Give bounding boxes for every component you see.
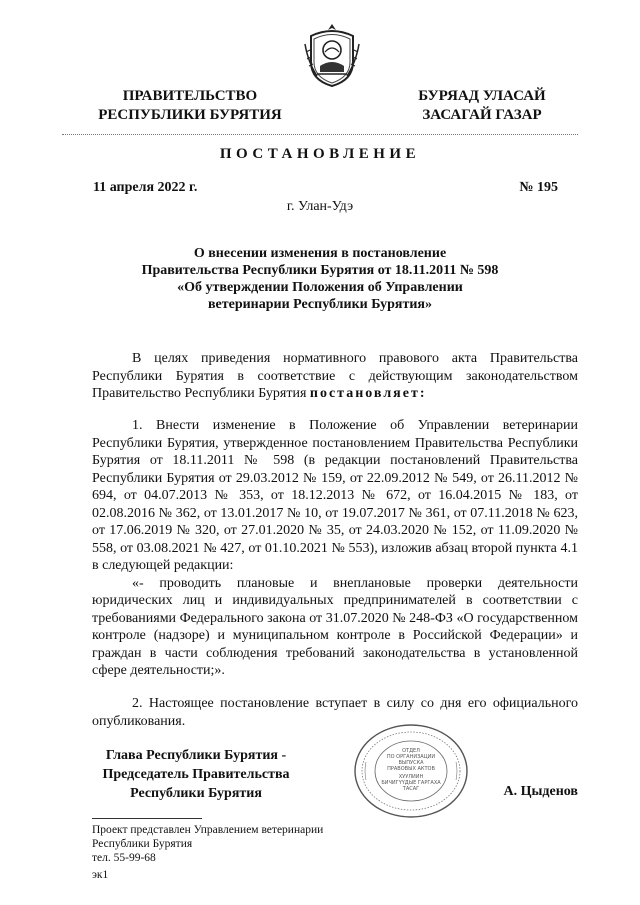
seal-line5: ХУУЛИИН <box>398 774 424 780</box>
footer-line2: Республики Бурятия <box>92 838 193 850</box>
decree-word: постановляет: <box>309 386 427 401</box>
quote-paragraph: «- проводить плановые и внеплановые проверки деятельности юридических лиц и индивидуальных предпринимателей в соответствии с требованиями Федерального закона от 31.07.2020 № 248-ФЗ «О государственном контроле (надзоре) и муниципальном контроле в Российской Федерации» и граждан в части соблюдения требований законодательства в установленной сфере деятельности;». <box>92 575 578 678</box>
seal-line6: БИЧИГҮҮДЫЕ ГАРГАХА <box>381 780 441 786</box>
signatory-title-line2: Председатель Правительства <box>102 767 290 782</box>
signatory-name: А. Цыденов <box>503 784 578 799</box>
item-one-paragraph: 1. Внести изменение в Положение об Управлении ветеринарии Республики Бурятия, утвержденное постановлением Правительства Республики Бурятия от 18.11.2011 № 598 (в редакции постановлений Правительства Республики Бурятия от 29.03.2012 № 159, от 22.09.2012 № 549, от 26.11.2012 № 694, от 04.07.2013 № 353, от 18.12.2013 № 672, от 16.04.2015 № 183, от 02.08.2016 № 362, от 13.01.2017 № 10, от 19.07.2017 № 361, от 07.11.2018 № 623, от 17.06.2019 № 320, от 27.01.2020 № 35, от 24.03.2020 № 152, от 11.09.2020 № 558, от 03.08.2021 № 427, от 01.10.2021 № 553), изложив абзац второй пункта 4.1 в следующей редакции: <box>92 418 578 573</box>
subject-line2: Правительства Республики Бурятия от 18.11.2011 № 598 <box>141 263 499 278</box>
preamble-paragraph <box>92 350 578 403</box>
footer-line1: Проект представлен Управлением ветеринарии <box>92 824 324 836</box>
document-subject <box>110 245 530 313</box>
subject-line1: О внесении изменения в постановление <box>193 246 447 261</box>
seal-line2: ПО ОРГАНИЗАЦИИ <box>386 754 436 760</box>
government-header-russian <box>80 87 300 125</box>
document-type: ПОСТАНОВЛЕНИЕ <box>219 146 421 162</box>
footer-note <box>92 823 323 865</box>
footer-divider <box>92 818 202 819</box>
seal-line3: ВЫПУСКА <box>398 760 424 766</box>
item-one-section <box>92 417 578 680</box>
footer-line3: тел. 55-99-68 <box>92 852 156 864</box>
footer-code: эк1 <box>92 869 109 881</box>
seal-line7: ТАСАГ <box>402 786 420 792</box>
subject-line4: ветеринарии Республики Бурятия» <box>207 297 433 312</box>
signatory-title <box>80 746 312 803</box>
subject-line3: «Об утверждении Положения об Управлении <box>177 280 463 295</box>
signatory-title-line1: Глава Республики Бурятия - <box>105 748 287 763</box>
document-number: № 195 <box>519 180 558 195</box>
signatory-title-line3: Республики Бурятия <box>130 786 262 801</box>
header-left-line2: РЕСПУБЛИКИ БУРЯТИЯ <box>98 107 282 123</box>
header-divider <box>62 134 578 135</box>
seal-line4: ПРАВОВЫХ АКТОВ <box>387 766 435 772</box>
item-two-paragraph: 2. Настоящее постановление вступает в силу со дня его официального опубликования. <box>92 696 578 729</box>
coat-of-arms-emblem <box>303 22 361 88</box>
header-right-line1: БУРЯАД УЛАСАЙ <box>418 88 546 104</box>
government-header-buryat <box>398 87 566 125</box>
document-city: г. Улан-Удэ <box>286 199 354 214</box>
item-two-section <box>92 695 578 730</box>
official-seal-stamp <box>352 722 470 820</box>
seal-line1: ОТДЕЛ <box>402 748 420 754</box>
header-right-line2: ЗАСАГАЙ ГАЗАР <box>422 107 542 123</box>
header-left-line1: ПРАВИТЕЛЬСТВО <box>122 88 258 104</box>
document-date: 11 апреля 2022 г. <box>93 180 198 195</box>
preamble-text: В целях приведения нормативного правового акта Правительства Республики Бурятия в соответствие с действующим законодательством Правительство Республики Бурятия <box>92 351 578 401</box>
